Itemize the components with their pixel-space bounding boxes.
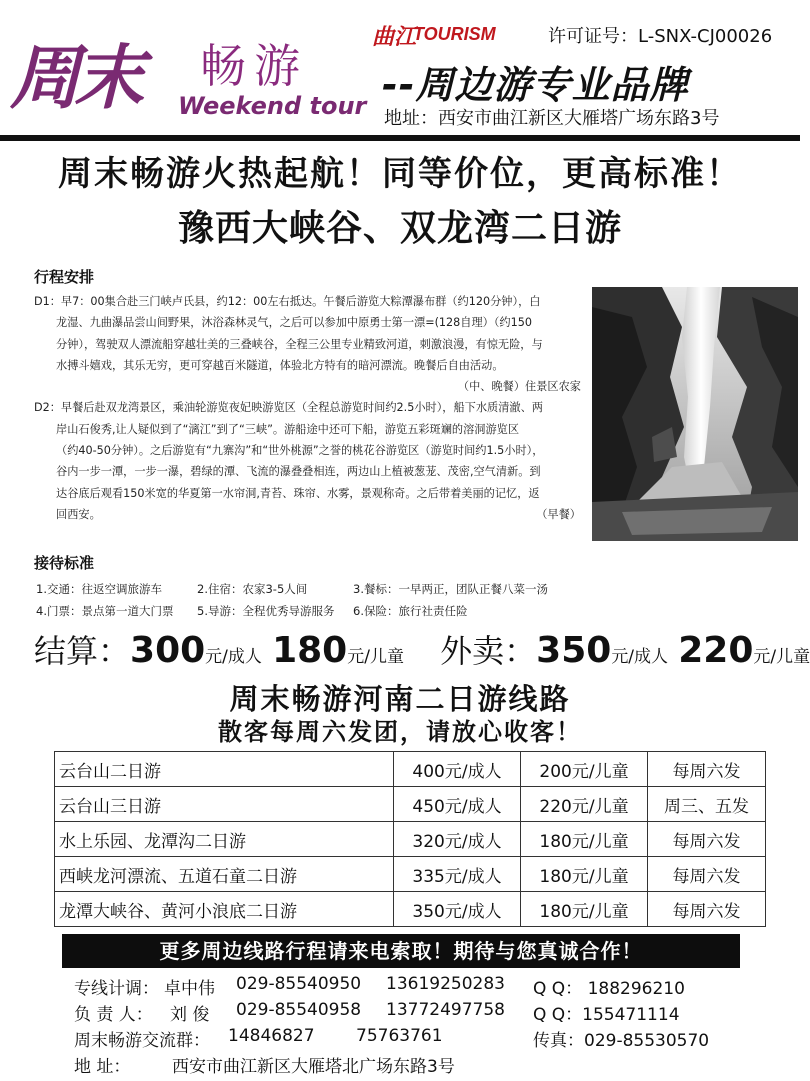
logo-zhoumo: 周末 [10,36,138,119]
headline: 周末畅游火热起航！同等价位，更高标准！ [58,154,742,194]
route-child-price: 200元/儿童 [521,752,648,787]
unit-child: 元/儿童 [753,647,810,667]
unit-adult: 元/成人 [611,647,669,667]
route-name: 水上乐园、龙潭沟二日游 [55,822,394,857]
brand-slogan: --周边游专业品牌 [382,63,689,107]
retail-adult-price: 350 [536,630,612,671]
contact-name: 卓中伟 [164,979,215,999]
group-number: 14846827 [228,1026,315,1046]
contact-qq: Q Q： 188296210 [533,979,685,999]
itinerary-line: 回西安。 [56,507,101,521]
reception-item: 5.导游：全程优秀导游服务 [197,604,335,618]
settle-child-price: 180 [272,630,348,671]
contact-label: 负 责 人： [74,1005,153,1025]
route-adult-price: 450元/成人 [394,787,521,822]
table-row [55,787,766,822]
route-name: 龙潭大峡谷、黄河小浪底二日游 [55,892,394,927]
unit-child: 元/儿童 [347,647,404,667]
reception-item: 1.交通：往返空调旅游车 [36,582,162,596]
route-adult-price: 350元/成人 [394,892,521,927]
route-name: 云台山二日游 [55,752,394,787]
route-adult-price: 335元/成人 [394,857,521,892]
itinerary-line: 谷内一步一潭，一步一瀑，碧绿的潭、飞流的瀑叠叠相连，两边山上植被葱茏、茂密,空气清新。到 [56,465,541,479]
retail-label: 外卖： [440,632,537,670]
route-adult-price: 400元/成人 [394,752,521,787]
itinerary-line: （约40-50分钟）。之后游览有“九寨沟”和“世外桃源”之誉的桃花谷游览区（游览时间约1.5小时）， [56,444,544,458]
route-adult-price: 320元/成人 [394,822,521,857]
itinerary-line: 水搏斗嬉戏，其乐无穷，更可穿越百米隧道，体验北方特有的暗河漂流。晚餐后自由活动。 [56,358,504,372]
itinerary-line: 龙湿、九曲瀑品尝山间野果，沐浴森林灵气，之后可以参加中原勇士第一漂=(128自理）（约150 [56,316,532,330]
brand-tourism: TOURISM [413,24,496,44]
itinerary-line: （早餐） [536,508,581,522]
itinerary-line: 达谷底后观看150米宽的华夏第一水帘洞,青苔、珠帘、水雾，景观称奇。之后带着美丽的记忆，返 [56,486,540,500]
contact-phone[interactable]: 029-85540950 [236,974,362,994]
unit-adult: 元/成人 [205,647,262,667]
route-child-price: 180元/儿童 [521,892,648,927]
route-departure: 每周六发 [648,822,766,857]
itinerary-line: 岸山石俊秀,让人疑似到了“漓江”到了“三峡”。游船途中还可下船，游览五彩斑斓的溶洞游览区 [56,422,520,436]
itinerary-line: （中、晚餐）住景区农家 [457,380,581,394]
route-departure: 每周六发 [648,857,766,892]
route-child-price: 180元/儿童 [521,822,648,857]
contact-phone[interactable]: 029-85540958 [236,1000,362,1020]
route-name: 西峡龙河漂流、五道石童二日游 [55,857,394,892]
table-row [55,857,766,892]
group-label: 周末畅游交流群： [74,1031,210,1051]
contact-label: 专线计调： [74,979,159,999]
route-child-price: 180元/儿童 [521,857,648,892]
brand-qujiang: 曲江 [372,24,417,50]
header-address: 地址：西安市曲江新区大雁塔广场东路3号 [384,108,720,129]
reception-item: 3.餐标：一早两正，团队正餐八菜一汤 [353,582,548,596]
route-name: 云台山三日游 [55,787,394,822]
header-divider [0,135,800,141]
contact-qq: Q Q：155471114 [533,1005,680,1025]
reception-item: 4.门票：景点第一道大门票 [36,604,174,618]
footer-address: 西安市曲江新区大雁塔北广场东路3号 [172,1057,455,1077]
itinerary-text [34,291,589,526]
table-row [55,892,766,927]
logo-changyou: 畅游 [200,39,308,93]
reception-title: 接待标准 [34,554,95,572]
contact-name: 刘 俊 [170,1005,210,1025]
itinerary-line: D1：早7：00集合赴三门峡卢氏县，约12：00左右抵达。午餐后游览大粽潭瀑布群（约120分钟），白 [34,295,541,308]
itinerary-line: 分钟），驾驶双人漂流船穿越壮美的三叠峡谷，全程三公里专业精致河道，刺激浪漫，有惊无险，与 [56,337,543,351]
route-departure: 每周六发 [648,892,766,927]
tour-title: 豫西大峡谷、双龙湾二日游 [177,208,622,249]
routes-subtitle: 散客每周六发团，请放心收客！ [218,718,582,746]
table-row [55,752,766,787]
logo-english: Weekend tour [178,92,367,120]
route-departure: 周三、五发 [648,787,766,822]
settle-label: 结算： [34,632,131,670]
itinerary-line: D2：早餐后赴双龙湾景区，乘油轮游览夜妃映游览区（全程总游览时间约2.5小时），船下水质清澈、两 [34,401,543,415]
contact-fax: 传真：029-85530570 [533,1031,710,1051]
reception-item: 2.住宿：农家3-5人间 [197,582,308,596]
settle-adult-price: 300 [130,630,206,671]
reception-item: 6.保险：旅行社责任险 [353,604,468,618]
contact-banner: 更多周边线路行程请来电索取！期待与您真诚合作！ [62,934,740,968]
routes-table [54,751,766,927]
routes-title: 周末畅游河南二日游线路 [229,682,571,716]
address-label: 地 址： [74,1057,131,1077]
table-row [55,822,766,857]
itinerary-title: 行程安排 [34,268,95,286]
contact-mobile[interactable]: 13619250283 [386,974,505,994]
contact-mobile[interactable]: 13772497758 [386,1000,505,1020]
retail-child-price: 220 [678,630,754,671]
license-number: 许可证号：L-SNX-CJ00026 [548,26,773,47]
route-child-price: 220元/儿童 [521,787,648,822]
waterfall-photo [592,287,798,541]
route-departure: 每周六发 [648,752,766,787]
group-number: 75763761 [356,1026,443,1046]
price-line [34,626,810,672]
reception-standards [36,578,596,622]
